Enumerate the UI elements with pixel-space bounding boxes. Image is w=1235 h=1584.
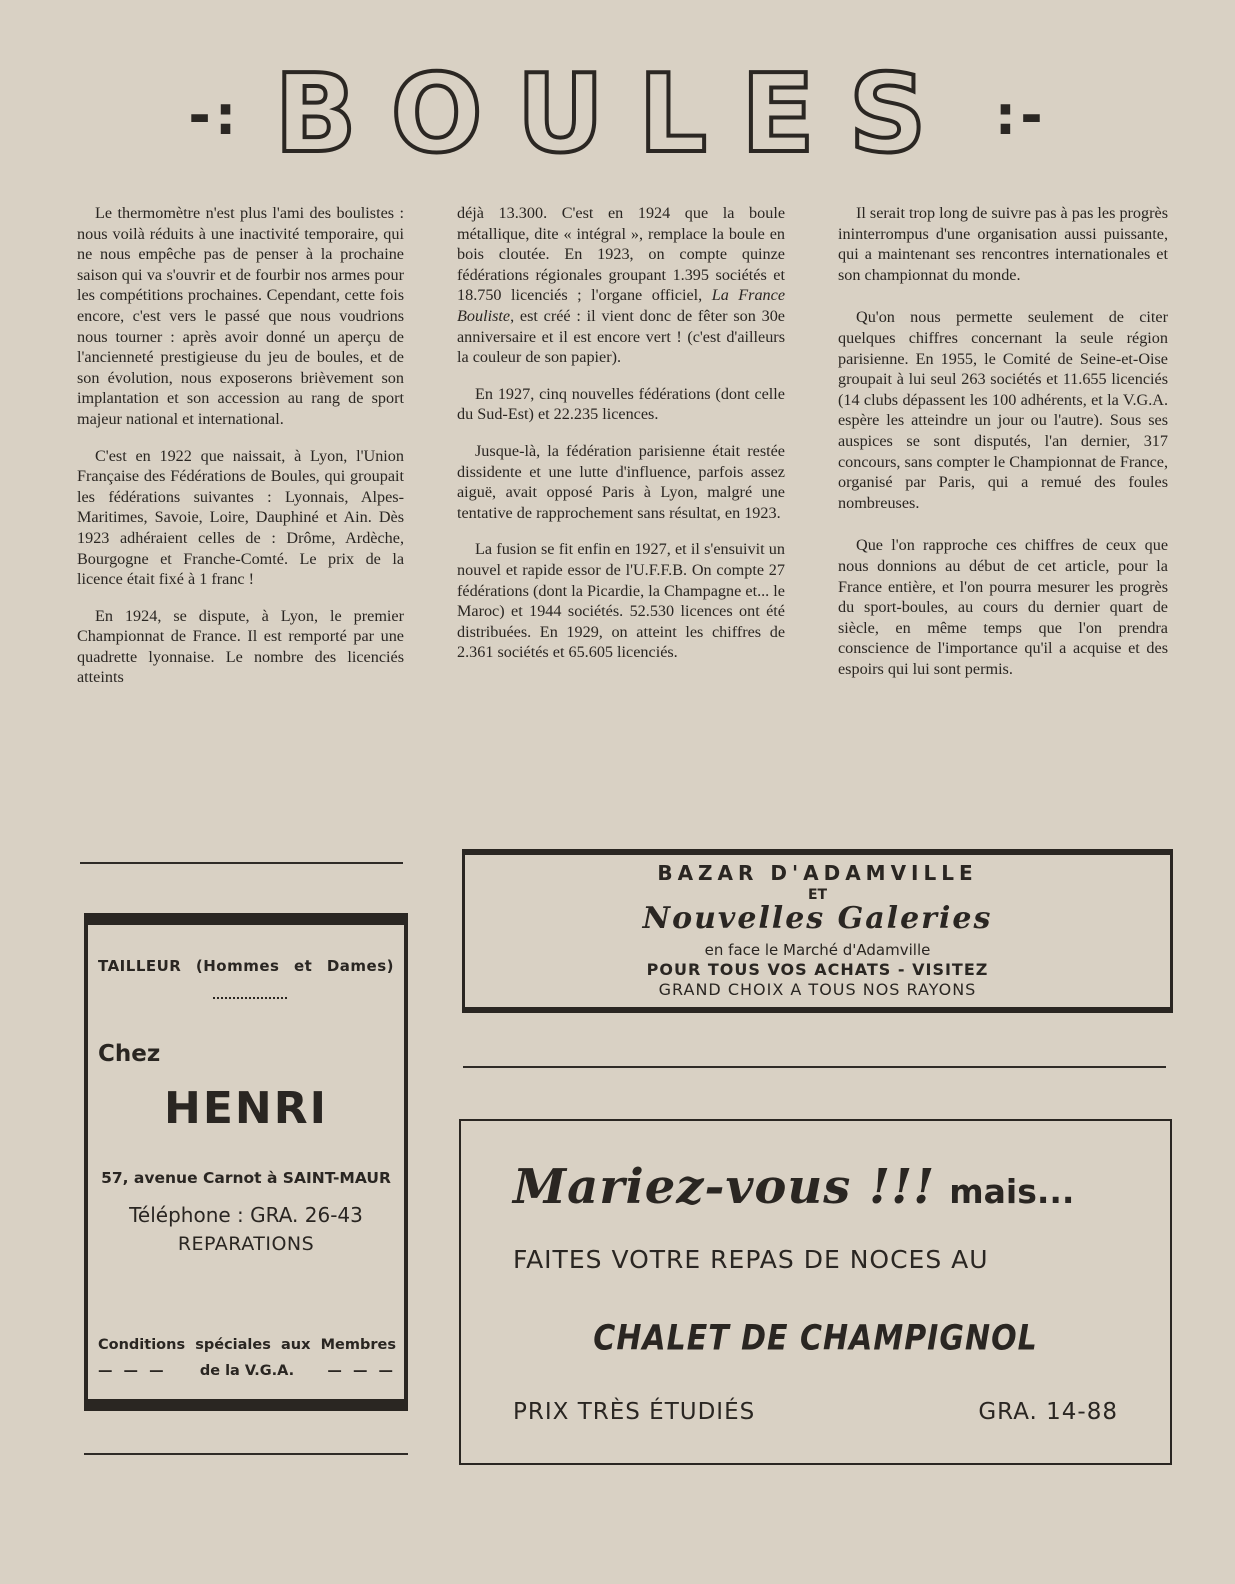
ad-vga: de la V.G.A. bbox=[199, 1363, 295, 1379]
paragraph: En 1927, cinq nouvelles fédérations (dont celle du Sud-Est) et 22.235 licences. bbox=[457, 384, 785, 424]
ad-phone: GRA. 14-88 bbox=[978, 1399, 1118, 1425]
paragraph: Jusque-là, la fédération parisienne était restée dissidente et une lutte d'influence, parfois assez aiguë, avait opposé Paris à Lyon, malgré une tentative de rapprochement sans résultat, en 1923. bbox=[457, 441, 785, 522]
ad-conditions-word: spéciales bbox=[195, 1337, 271, 1353]
ad-bazar-adamville bbox=[462, 849, 1173, 1013]
ad-slogan: POUR TOUS VOS ACHATS - VISITEZ bbox=[646, 960, 989, 979]
ad-headline-script: Mariez-vous !!! bbox=[513, 1159, 936, 1215]
article-column-2 bbox=[457, 203, 785, 679]
dash-ornament: — — — bbox=[98, 1363, 167, 1379]
ad-headline-mais: mais... bbox=[949, 1172, 1075, 1211]
paragraph: C'est en 1922 que naissait, à Lyon, l'Union Française des Fédérations de Boules, qui groupait les fédérations suivantes : Lyonnais, Alpes-Maritimes, Savoie, Loire, Dauphiné et Ain. Dès 1923 adhéraient celles de : Drôme, Ardèche, Bourgogne et Franche-Comté. Le prix de la licence était fixé à 1 franc ! bbox=[77, 446, 404, 589]
ad-chalet-champignol bbox=[459, 1119, 1172, 1465]
ad-address: 57, avenue Carnot à SAINT-MAUR bbox=[101, 1169, 391, 1187]
title-ornament-left: -: bbox=[188, 83, 241, 147]
ad-conditions-word: aux bbox=[281, 1337, 311, 1353]
dash-ornament: — — — bbox=[327, 1363, 396, 1379]
paragraph: Que l'on rapproche ces chiffres de ceux que nous donnions au début de cet article, pour la France entière, et l'on pourra mesurer les progrès du sport-boules, au cours du dernier quart de siècle, en même temps que l'on prendra conscience de l'importance qu'il a acquise et des espoirs qui lui sont permis. bbox=[838, 536, 1168, 678]
ad-conditions bbox=[98, 1337, 396, 1353]
ad-price-note: PRIX TRÈS ÉTUDIÉS bbox=[513, 1399, 756, 1425]
ad-header-word: (Hommes bbox=[195, 957, 280, 975]
text-run: , est créé : il vient donc de fêter son 30e anniversaire et il est encore vert ! (c'est d'ailleurs la couleur de son papier). bbox=[457, 306, 785, 367]
ad-store-name-script: Nouvelles Galeries bbox=[642, 901, 993, 936]
ad-headline bbox=[513, 1159, 1074, 1215]
ad-header-word: Dames) bbox=[326, 957, 394, 975]
ad-venue-name: CHALET DE CHAMPIGNOL bbox=[593, 1318, 1038, 1359]
divider-left-bottom bbox=[84, 1453, 408, 1455]
ad-phone: Téléphone : GRA. 26-43 bbox=[129, 1203, 363, 1227]
ad-conjunction: ET bbox=[807, 887, 828, 903]
ad-business-name: HENRI bbox=[164, 1083, 328, 1134]
text-run: déjà 13.300. C'est en 1924 que la boule métallique, dite « intégral », remplace la boule en bois cloutée. En 1923, on compte quinze fédérations régionales groupant 1.395 sociétés et 18.750 licenciés ; l'organe officiel, bbox=[457, 204, 785, 305]
ad-subline: FAITES VOTRE REPAS DE NOCES AU bbox=[513, 1245, 989, 1274]
ad-vga-line bbox=[98, 1363, 396, 1379]
publication-title: La France Bouliste bbox=[457, 286, 786, 325]
ad-header bbox=[98, 957, 394, 975]
ornament-divider bbox=[213, 997, 287, 1003]
ad-service: REPARATIONS bbox=[177, 1233, 315, 1255]
ad-chez: Chez bbox=[98, 1041, 161, 1067]
ad-header-label: TAILLEUR bbox=[98, 957, 182, 975]
title-ornament-right: :- bbox=[994, 83, 1047, 147]
paragraph: Il serait trop long de suivre pas à pas les progrès ininterrompus d'une organisation aussi puissante, qui a maintenant ses rencontres internationales et son championnat du monde. bbox=[838, 204, 1168, 284]
article-column-1 bbox=[77, 203, 404, 704]
ad-header-word: et bbox=[293, 957, 313, 975]
ad-conditions-word: Conditions bbox=[98, 1337, 186, 1353]
ad-store-name: BAZAR D'ADAMVILLE bbox=[657, 861, 978, 885]
paragraph: En 1924, se dispute, à Lyon, le premier Championnat de France. Il est remporté par une quadrette lyonnaise. Le nombre des licenciés atteints bbox=[77, 606, 404, 687]
article-column-3 bbox=[838, 203, 1168, 695]
divider-right-middle bbox=[463, 1066, 1166, 1068]
ad-slogan-2: GRAND CHOIX A TOUS NOS RAYONS bbox=[658, 980, 977, 999]
paragraph: La fusion se fit enfin en 1927, et il s'ensuivit un nouvel et rapide essor de l'U.F.F.B. On compte 27 fédérations (dont la Picardie, la Champagne et... le Maroc) et 1944 sociétés. 52.530 licences ont été distribuées. En 1929, on atteint les chiffres de 2.361 sociétés et 65.605 licenciés. bbox=[457, 540, 785, 662]
ad-location: en face le Marché d'Adamville bbox=[704, 941, 931, 959]
ad-conditions-word: Membres bbox=[320, 1337, 396, 1353]
paragraph bbox=[457, 203, 785, 368]
divider-left-top bbox=[80, 862, 403, 864]
paragraph: Qu'on nous permette seulement de citer quelques chiffres concernant la seule région parisienne. En 1955, le Comité de Seine-et-Oise groupait à lui seul 263 sociétés et 11.655 licenciés (14 clubs dépassent les 100 adhérents, et la V.G.A. espère les atteindre un jour ou l'autre). Sous ses auspices se sont disputés, l'an dernier, 317 concours, sans compter le Championnat de France, organisé par Paris, qui a remué des foules nombreuses. bbox=[838, 308, 1168, 512]
title-text: BOULES bbox=[274, 52, 961, 177]
paragraph: Le thermomètre n'est plus l'ami des boulistes : nous voilà réduits à une inactivité temporaire, qui ne nous empêche pas de penser à la prochaine saison qui va s'ouvrir et de fourbir nos armes pour les compétitions prochaines. Cependant, cette fois encore, c'est vers le passé que nous voudrions nous tourner : après avoir donné un aperçu de l'ancienneté prestigieuse du jeu de boules, et de son évolution, nous exposerons brièvement son implantation et son accession au rang de sport majeur national et international. bbox=[77, 204, 404, 428]
page-title bbox=[0, 52, 1235, 177]
ad-tailleur-henri bbox=[84, 913, 408, 1411]
